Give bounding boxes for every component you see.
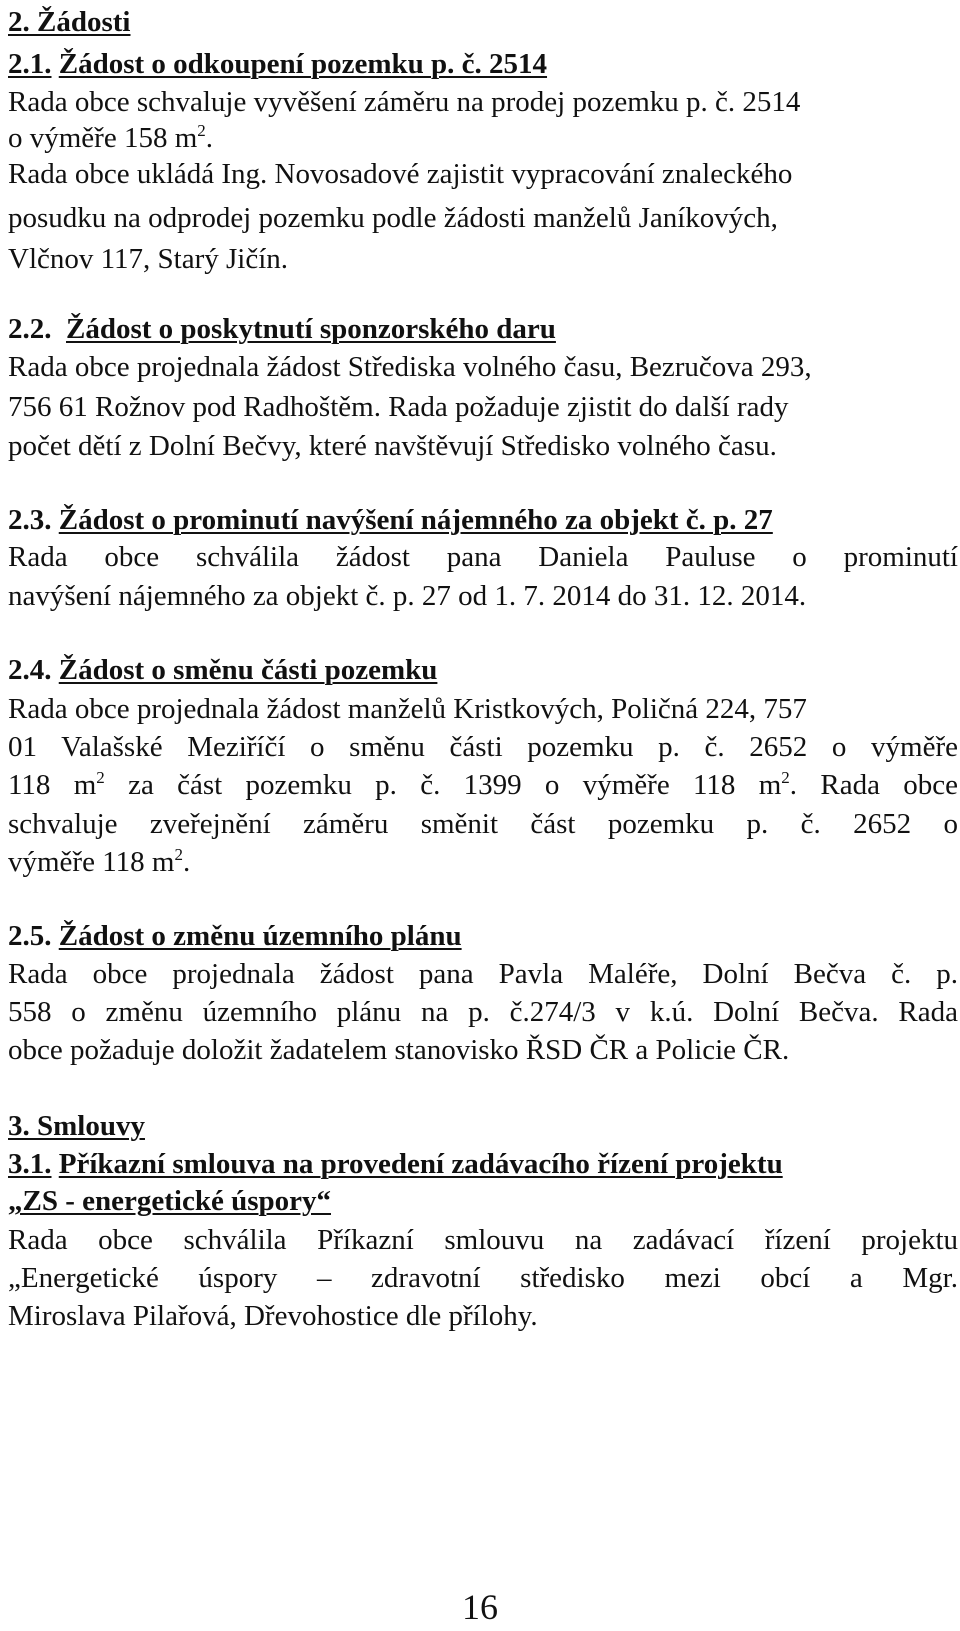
paragraph-line: počet dětí z Dolní Bečvy, které navštěvují Středisko volného času. <box>8 430 777 462</box>
section-title: 2. Žádosti <box>8 6 131 38</box>
paragraph-line: Rada obce schválila žádost pana Daniela Pauluse o prominutí <box>8 541 958 573</box>
paragraph-line: obce požaduje doložit žadatelem stanovisko ŘSD ČR a Policie ČR. <box>8 1034 790 1066</box>
paragraph-line: 01 Valašské Meziříčí o směnu části pozemku p. č. 2652 o výměře <box>8 731 958 763</box>
item-number: 3.1. <box>8 1148 52 1180</box>
item-title: Žádost o změnu územního plánu <box>58 920 462 952</box>
text-run: . <box>182 846 191 878</box>
superscript: 2 <box>96 768 105 787</box>
text-run: . <box>205 122 214 154</box>
paragraph-line: Rada obce projednala žádost Střediska volného času, Bezručova 293, <box>8 351 812 383</box>
item-heading-2-4 <box>8 656 437 685</box>
item-title: Žádost o odkoupení pozemku p. č. 2514 <box>58 48 548 80</box>
text-run: výměře 118 m <box>8 846 175 878</box>
item-number: 2.3. <box>8 504 52 536</box>
item-title: Žádost o poskytnutí sponzorského daru <box>66 313 556 345</box>
item-heading-3-1 <box>8 1150 783 1179</box>
item-heading-3-1-continued <box>8 1187 331 1216</box>
paragraph-line: Rada obce schvaluje vyvěšení záměru na prodej pozemku p. č. 2514 <box>8 86 801 118</box>
item-heading-2-2 <box>8 315 556 344</box>
text-run: 118 m <box>8 769 97 801</box>
superscript: 2 <box>781 768 790 787</box>
item-heading-2-5 <box>8 922 462 951</box>
paragraph-line: Rada obce schválila Příkazní smlouvu na zadávací řízení projektu <box>8 1224 958 1256</box>
page-number: 16 <box>462 1587 498 1627</box>
paragraph-line: 756 61 Rožnov pod Radhoštěm. Rada požaduje zjistit do další rady <box>8 391 789 423</box>
item-number: 2.5. <box>8 920 52 952</box>
paragraph-line <box>8 121 214 154</box>
paragraph-line: Rada obce projednala žádost pana Pavla Maléře, Dolní Bečva č. p. <box>8 958 958 990</box>
superscript: 2 <box>174 845 183 864</box>
item-number: 2.1. <box>8 48 52 80</box>
paragraph-line: Miroslava Pilařová, Dřevohostice dle přílohy. <box>8 1300 538 1332</box>
paragraph-line: navýšení nájemného za objekt č. p. 27 od 1. 7. 2014 do 31. 12. 2014. <box>8 580 807 612</box>
item-number: 2.2. <box>8 313 52 345</box>
item-title: Žádost o směnu části pozemku <box>58 654 438 686</box>
item-heading-2-3 <box>8 506 773 535</box>
item-number: 2.4. <box>8 654 52 686</box>
paragraph-line: Rada obce ukládá Ing. Novosadové zajistit vypracování znaleckého <box>8 158 793 190</box>
section-heading-3 <box>8 1112 145 1141</box>
paragraph-line: Vlčnov 117, Starý Jičín. <box>8 243 289 275</box>
paragraph-line: schvaluje zveřejnění záměru směnit část pozemku p. č. 2652 o <box>8 808 958 840</box>
paragraph-line: Rada obce projednala žádost manželů Kristkových, Poličná 224, 757 <box>8 693 807 725</box>
paragraph-line <box>8 768 958 801</box>
text-run: . Rada obce <box>789 769 958 801</box>
paragraph-line: 558 o změnu územního plánu na p. č.274/3 v k.ú. Dolní Bečva. Rada <box>8 996 958 1028</box>
section-title: 3. Smlouvy <box>8 1110 145 1142</box>
text-run: o výměře 158 m <box>8 122 198 154</box>
item-title-continued: „ZS - energetické úspory“ <box>8 1185 331 1217</box>
item-title: Příkazní smlouva na provedení zadávacího řízení projektu <box>58 1148 783 1180</box>
paragraph-line <box>8 845 191 878</box>
item-title: Žádost o prominutí navýšení nájemného za objekt č. p. 27 <box>58 504 773 536</box>
item-heading-2-1 <box>8 50 547 79</box>
text-run: za část pozemku p. č. 1399 o výměře 118 m <box>104 769 782 801</box>
paragraph-line: „Energetické úspory – zdravotní středisko mezi obcí a Mgr. <box>8 1262 958 1294</box>
paragraph-line: posudku na odprodej pozemku podle žádosti manželů Janíkových, <box>8 202 778 234</box>
section-heading-2 <box>8 8 130 37</box>
superscript: 2 <box>197 121 206 140</box>
